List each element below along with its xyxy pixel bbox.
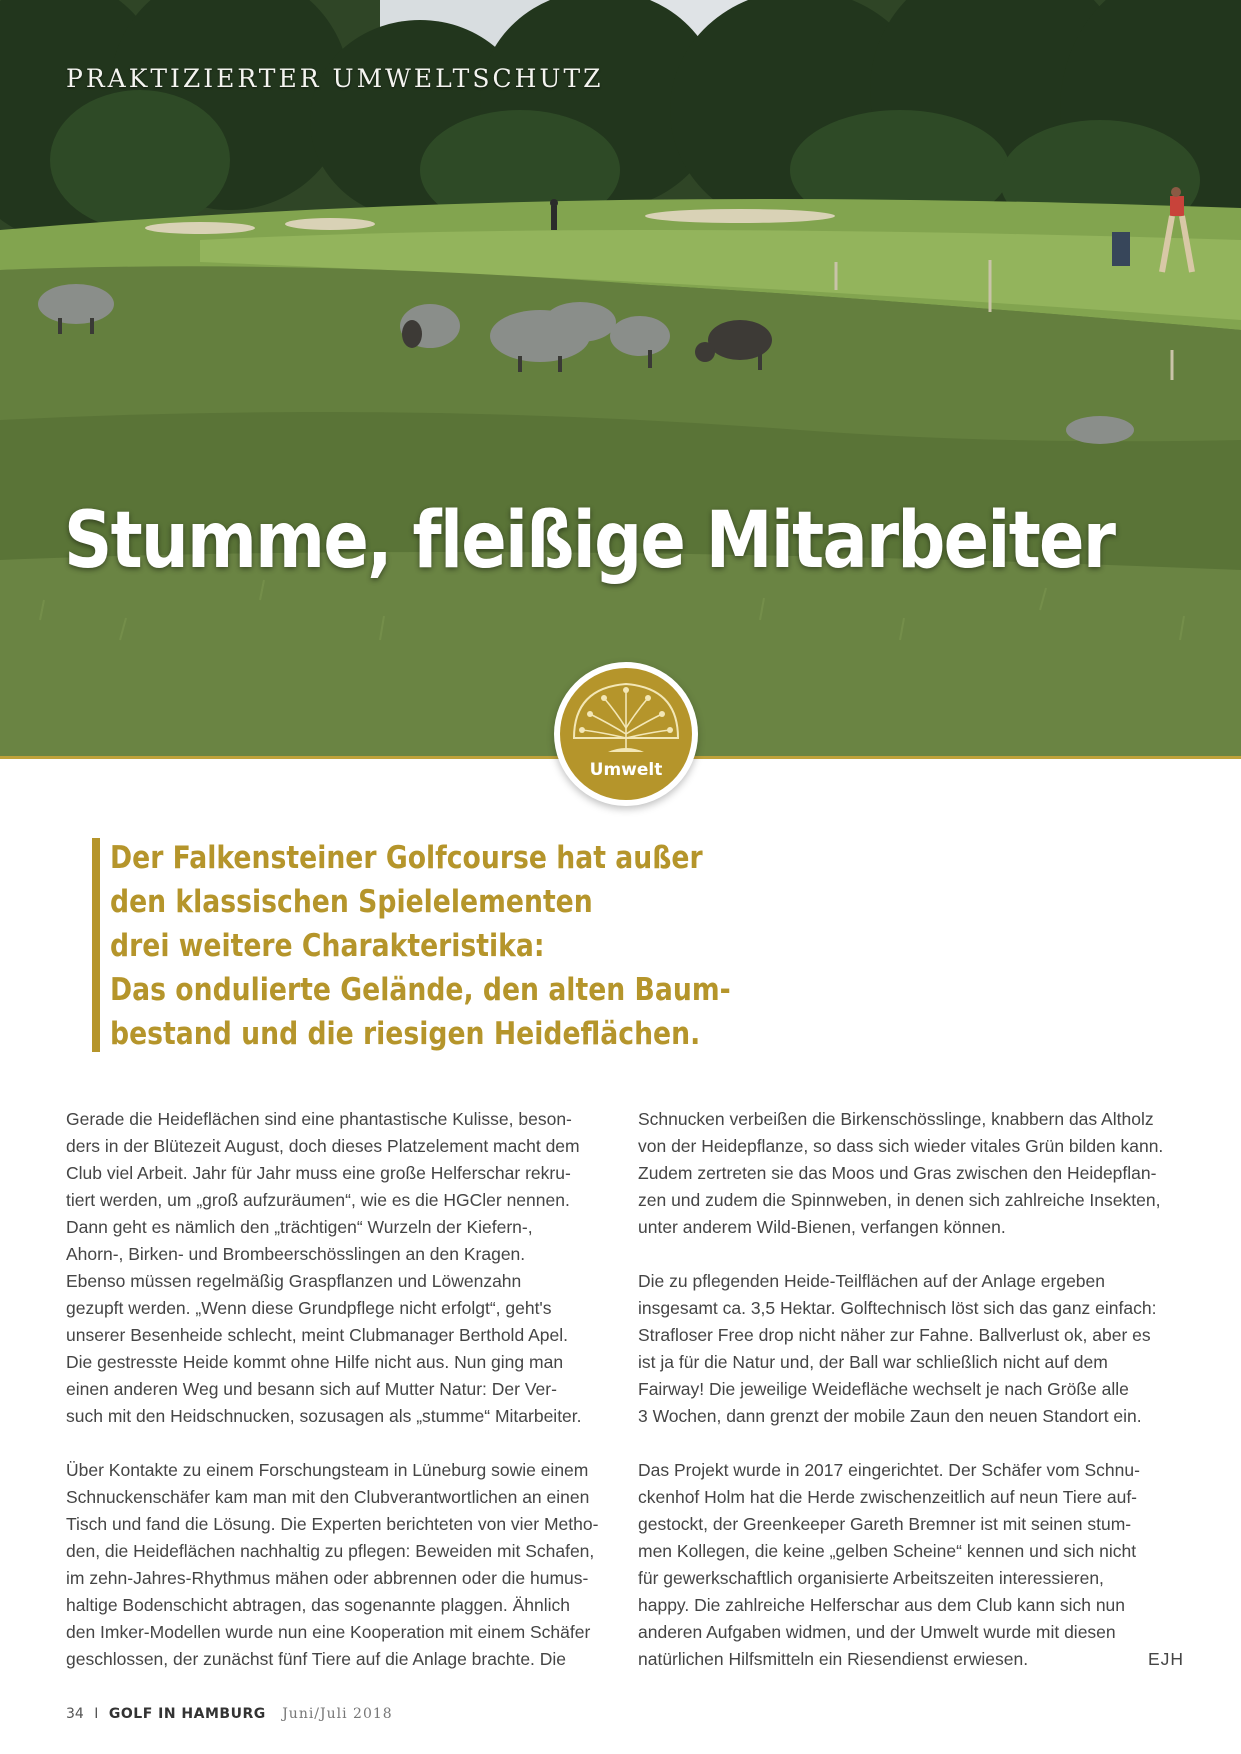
text-line: Tisch und fand die Lösung. Die Experten berichteten von vier Metho- [66,1514,599,1534]
golf-course-sheep-photo [0,0,1241,756]
text-line: den Imker-Modellen wurde nun eine Kooperation mit einem Schäfer [66,1622,591,1642]
body-paragraph [66,1106,612,1430]
text-line: Das Projekt wurde in 2017 eingerichtet. Der Schäfer vom Schnu- [638,1460,1140,1480]
section-kicker: PRAKTIZIERTER UMWELTSCHUTZ [66,64,604,93]
text-line: Die zu pflegenden Heide-Teilflächen auf der Anlage ergeben [638,1271,1105,1291]
text-line: Club viel Arbeit. Jahr für Jahr muss eine große Helferschar rekru- [66,1163,571,1183]
tree-icon [560,668,692,800]
lead-paragraph [110,836,750,1056]
text-line: Über Kontakte zu einem Forschungsteam in Lüneburg sowie einem [66,1460,589,1480]
text-line: such mit den Heidschnucken, sozusagen als „stumme“ Mitarbeiter. [66,1406,582,1426]
text-line: haltige Bodenschicht abtragen, das sogenannte plaggen. Ähnlich [66,1595,570,1615]
text-line: gezupft werden. „Wenn diese Grundpflege nicht erfolgt“, geht's [66,1298,552,1318]
text-line: Dann geht es nämlich den „trächtigen“ Wurzeln der Kiefern-, [66,1217,533,1237]
text-line: ist ja für die Natur und, der Ball war schließlich nicht auf dem [638,1352,1108,1372]
text-line: insgesamt ca. 3,5 Hektar. Golftechnisch löst sich das ganz einfach: [638,1298,1157,1318]
text-line: Gerade die Heideflächen sind eine phantastische Kulisse, beson- [66,1109,572,1129]
lead-line: bestand und die riesigen Heideflächen. [110,1016,701,1052]
page-footer [66,1706,393,1722]
article-headline: Stumme, fleißige Mitarbeiter [64,496,1115,586]
text-line: happy. Die zahlreiche Helferschar aus dem Club kann sich nun [638,1595,1126,1615]
body-column-right [638,1106,1184,1700]
body-paragraph [638,1106,1184,1241]
text-line: einen anderen Weg und besann sich auf Mutter Natur: Der Ver- [66,1379,557,1399]
lead-line: drei weitere Charakteristika: [110,928,545,964]
text-line: den, die Heideflächen nachhaltig zu pflegen: Beweiden mit Schafen, [66,1541,595,1561]
text-line: 3 Wochen, dann grenzt der mobile Zaun den neuen Standort ein. [638,1406,1142,1426]
body-column-left [66,1106,612,1700]
text-line: ders in der Blütezeit August, doch dieses Platzelement macht dem [66,1136,580,1156]
text-line: unserer Besenheide schlecht, meint Clubmanager Berthold Apel. [66,1325,568,1345]
text-line: Fairway! Die jeweilige Weidefläche wechselt je nach Größe alle [638,1379,1129,1399]
text-line: Schnuckenschäfer kam man mit den Clubverantwortlichen an einen [66,1487,590,1507]
badge-label: Umwelt [589,760,663,780]
page-number: 34 [66,1706,84,1722]
text-line: ckenhof Holm hat die Herde zwischenzeitlich auf neun Tiere auf- [638,1487,1138,1507]
footer-separator: I [94,1706,99,1722]
text-line: gestockt, der Greenkeeper Gareth Bremner ist mit seinen stum- [638,1514,1132,1534]
lead-accent-bar [92,838,100,1052]
text-line: anderen Aufgaben widmen, und der Umwelt wurde mit diesen [638,1622,1116,1642]
text-line: geschlossen, der zunächst fünf Tiere auf die Anlage brachte. Die [66,1649,567,1669]
issue-date: Juni/Juli 2018 [282,1706,393,1722]
text-line: im zehn-Jahres-Rhythmus mähen oder abbrennen oder die humus- [66,1568,589,1588]
text-line [638,1646,1184,1673]
body-paragraph [638,1268,1184,1430]
body-paragraph [638,1457,1184,1673]
text-line: men Kollegen, die keine „gelben Scheine“ kennen und sich nicht [638,1541,1137,1561]
text-line: Ahorn-, Birken- und Brombeerschösslingen an den Kragen. [66,1244,526,1264]
text-line: unter anderem Wild-Bienen, verfangen können. [638,1217,1006,1237]
text-line: Strafloser Free drop nicht näher zur Fahne. Ballverlust ok, aber es [638,1325,1151,1345]
text-line: Schnucken verbeißen die Birkenschösslinge, knabbern das Altholz [638,1109,1154,1129]
lead-line: Das ondulierte Gelände, den alten Baum- [110,972,731,1008]
author-signature: EJH [1147,1649,1184,1669]
topic-badge [554,662,698,806]
text-line: Zudem zertreten sie das Moos und Gras zwischen den Heidepflan- [638,1163,1157,1183]
lead-line: den klassischen Spielelementen [110,884,593,920]
text-line: tiert werden, um „groß aufzuräumen“, wie es die HGCler nennen. [66,1190,570,1210]
body-paragraph [66,1457,612,1673]
text-line: von der Heidepflanze, so dass sich wieder vitales Grün bilden kann. [638,1136,1164,1156]
text-line: für gewerkschaftlich organisierte Arbeitszeiten interessieren, [638,1568,1104,1588]
lead-line: Der Falkensteiner Golfcourse hat außer [110,840,703,876]
badge-circle [560,668,692,800]
text-line: Die gestresste Heide kommt ohne Hilfe nicht aus. Nun ging man [66,1352,564,1372]
text-line-content: natürlichen Hilfsmitteln ein Riesendienst erwiesen. [638,1649,1029,1669]
text-line: zen und zudem die Spinnweben, in denen sich zahlreiche Insekten, [638,1190,1161,1210]
hero-photo [0,0,1241,756]
publication-name: GOLF IN HAMBURG [108,1706,266,1722]
text-line: Ebenso müssen regelmäßig Graspflanzen und Löwenzahn [66,1271,522,1291]
